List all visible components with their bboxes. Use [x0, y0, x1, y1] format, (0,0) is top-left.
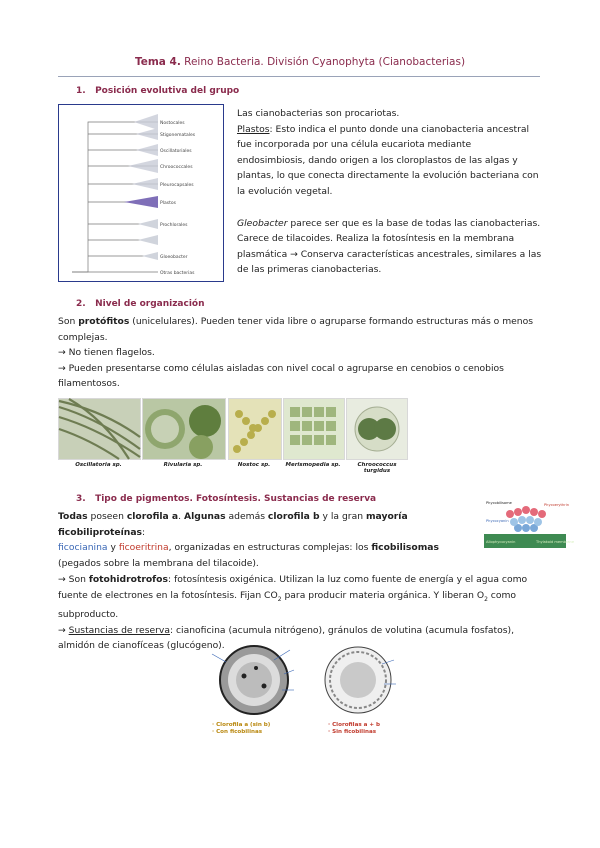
phylogenetic-tree-figure — [58, 104, 224, 282]
tree-label-gloeobacter: Gloeobacter — [160, 255, 188, 260]
label-thylakoid: Thylakoid membrane — [536, 540, 575, 544]
label-phycoerythrin: Phycoerythrin — [544, 503, 570, 507]
section1-line1: Las cianobacterias son procariotas. — [237, 108, 400, 119]
caption-nostoc: Nostoc sp. — [237, 462, 271, 468]
nostoc-photo — [228, 398, 282, 460]
tree-label-plastos: Plastos — [160, 201, 176, 206]
caption-oscillatoria: Oscillatoria sp. — [75, 462, 122, 468]
cell-left-captions — [212, 722, 270, 736]
caption-merismopedia: Merismopedia sp. — [285, 462, 341, 468]
cyanobacteria-cell-diagram — [204, 640, 304, 720]
oscillatoria-photo — [58, 398, 141, 460]
section1-text — [237, 106, 542, 278]
section2-intro: Son protófitos (unicelulares). Pueden tener vida libre o agruparse formando estructuras más o menos complejas. — [58, 316, 534, 343]
label-phycobilisome: Phycobilisome — [486, 501, 512, 505]
section3-pigments-paragraph: Todas poseen clorofila a. Algunas además clorofila b y la gran mayoría ficobiliproteínas: ficocianina y ficoeritrina, organizadas en estructuras complejas: los ficobilisomas (pegados sobre la membrana del tilacoide). — [58, 511, 439, 569]
tree-label-otras: Otras bacterias — [160, 271, 195, 276]
tree-label-prochlorales: Prochlorales — [160, 223, 188, 228]
section2-text — [58, 314, 540, 392]
document-title: Tema 4. Reino Bacteria. División Cyanophyta (Cianobacterias) — [134, 56, 466, 68]
section3-fotohidrotrofos: → Son fotohidrotrofos: fotosíntesis oxigénica. Utilizan la luz como fuente de energía y el agua como fuente de electrones en la fotosíntesis. Fijan $CO_2$ para producir materia orgánica. Y liberan $O_2$ como subproducto. — [58, 574, 528, 621]
section2-bullet2: → Pueden presentarse como células aisladas con nivel cocal o agruparse en cenobios o cenobios filamentosos. — [58, 362, 504, 390]
section2-heading: 2. Nivel de organización — [76, 299, 205, 309]
label-allophycocyanin: Allophycocyanin — [486, 540, 516, 544]
section3-reserva: → Sustancias de reserva: cianoficina (acumula nitrógeno), gránulos de volutina (acumula fosfatos), almidón de cianofíceas (glucógeno). — [58, 624, 515, 652]
rivularia-photo — [142, 398, 226, 460]
cell-right-caption-2: · Sin ficobilinas — [328, 729, 377, 735]
section1-gloeobacter-paragraph: Gleobacter parece ser que es la base de todas las cianobacterias. Carece de tilacoides. Realiza la fotosíntesis en la membrana plasmática → Conserva características ancestrales, similares a las de las primeras cianobacterias. — [237, 217, 542, 276]
tree-label-nostocales: Nostocales — [160, 121, 185, 126]
chroococcus-photo — [346, 398, 408, 460]
section1-plastos-paragraph: Plastos: Esto indica el punto donde una cianobacteria ancestral fue incorporada por una célula eucariota mediante endosimbiosis, dando origen a los cloroplastos de las algas y plantas, lo que conecta directamente la evolución bacteriana con la evolución vegetal. — [237, 123, 539, 197]
title-rule — [58, 76, 540, 77]
label-phycocyanin: Phycocyanin — [486, 519, 509, 523]
cell-left-caption-1: · Clorofila a (sin b) — [212, 722, 271, 728]
section2-bullet1: → No tienen flagelos. — [58, 347, 155, 359]
caption-rivularia: Rivularia sp. — [163, 462, 203, 468]
cell-right-captions — [328, 722, 380, 736]
prochloron-cell-diagram — [318, 640, 404, 720]
phycobilisome-diagram — [484, 498, 575, 550]
caption-chroococcus: Chroococcus turgidus — [357, 462, 397, 474]
cell-right-caption-1: · Clorofilas a + b — [328, 722, 381, 728]
tree-label-pleurocapsales: Pleurocapsales — [160, 183, 194, 188]
tree-label-oscillatoriales: Oscillatoriales — [160, 149, 192, 154]
section1-heading: 1. Posición evolutiva del grupo — [76, 86, 240, 96]
tree-label-stigonematales: Stigonematales — [160, 133, 196, 138]
cell-left-caption-2: · Con ficobilinas — [212, 729, 263, 735]
section3-heading: 3. Tipo de pigmentos. Fotosíntesis. Sustancias de reserva — [76, 494, 377, 504]
tree-label-chroococcales: Chroococcales — [160, 165, 193, 170]
merismopedia-photo — [283, 398, 345, 460]
